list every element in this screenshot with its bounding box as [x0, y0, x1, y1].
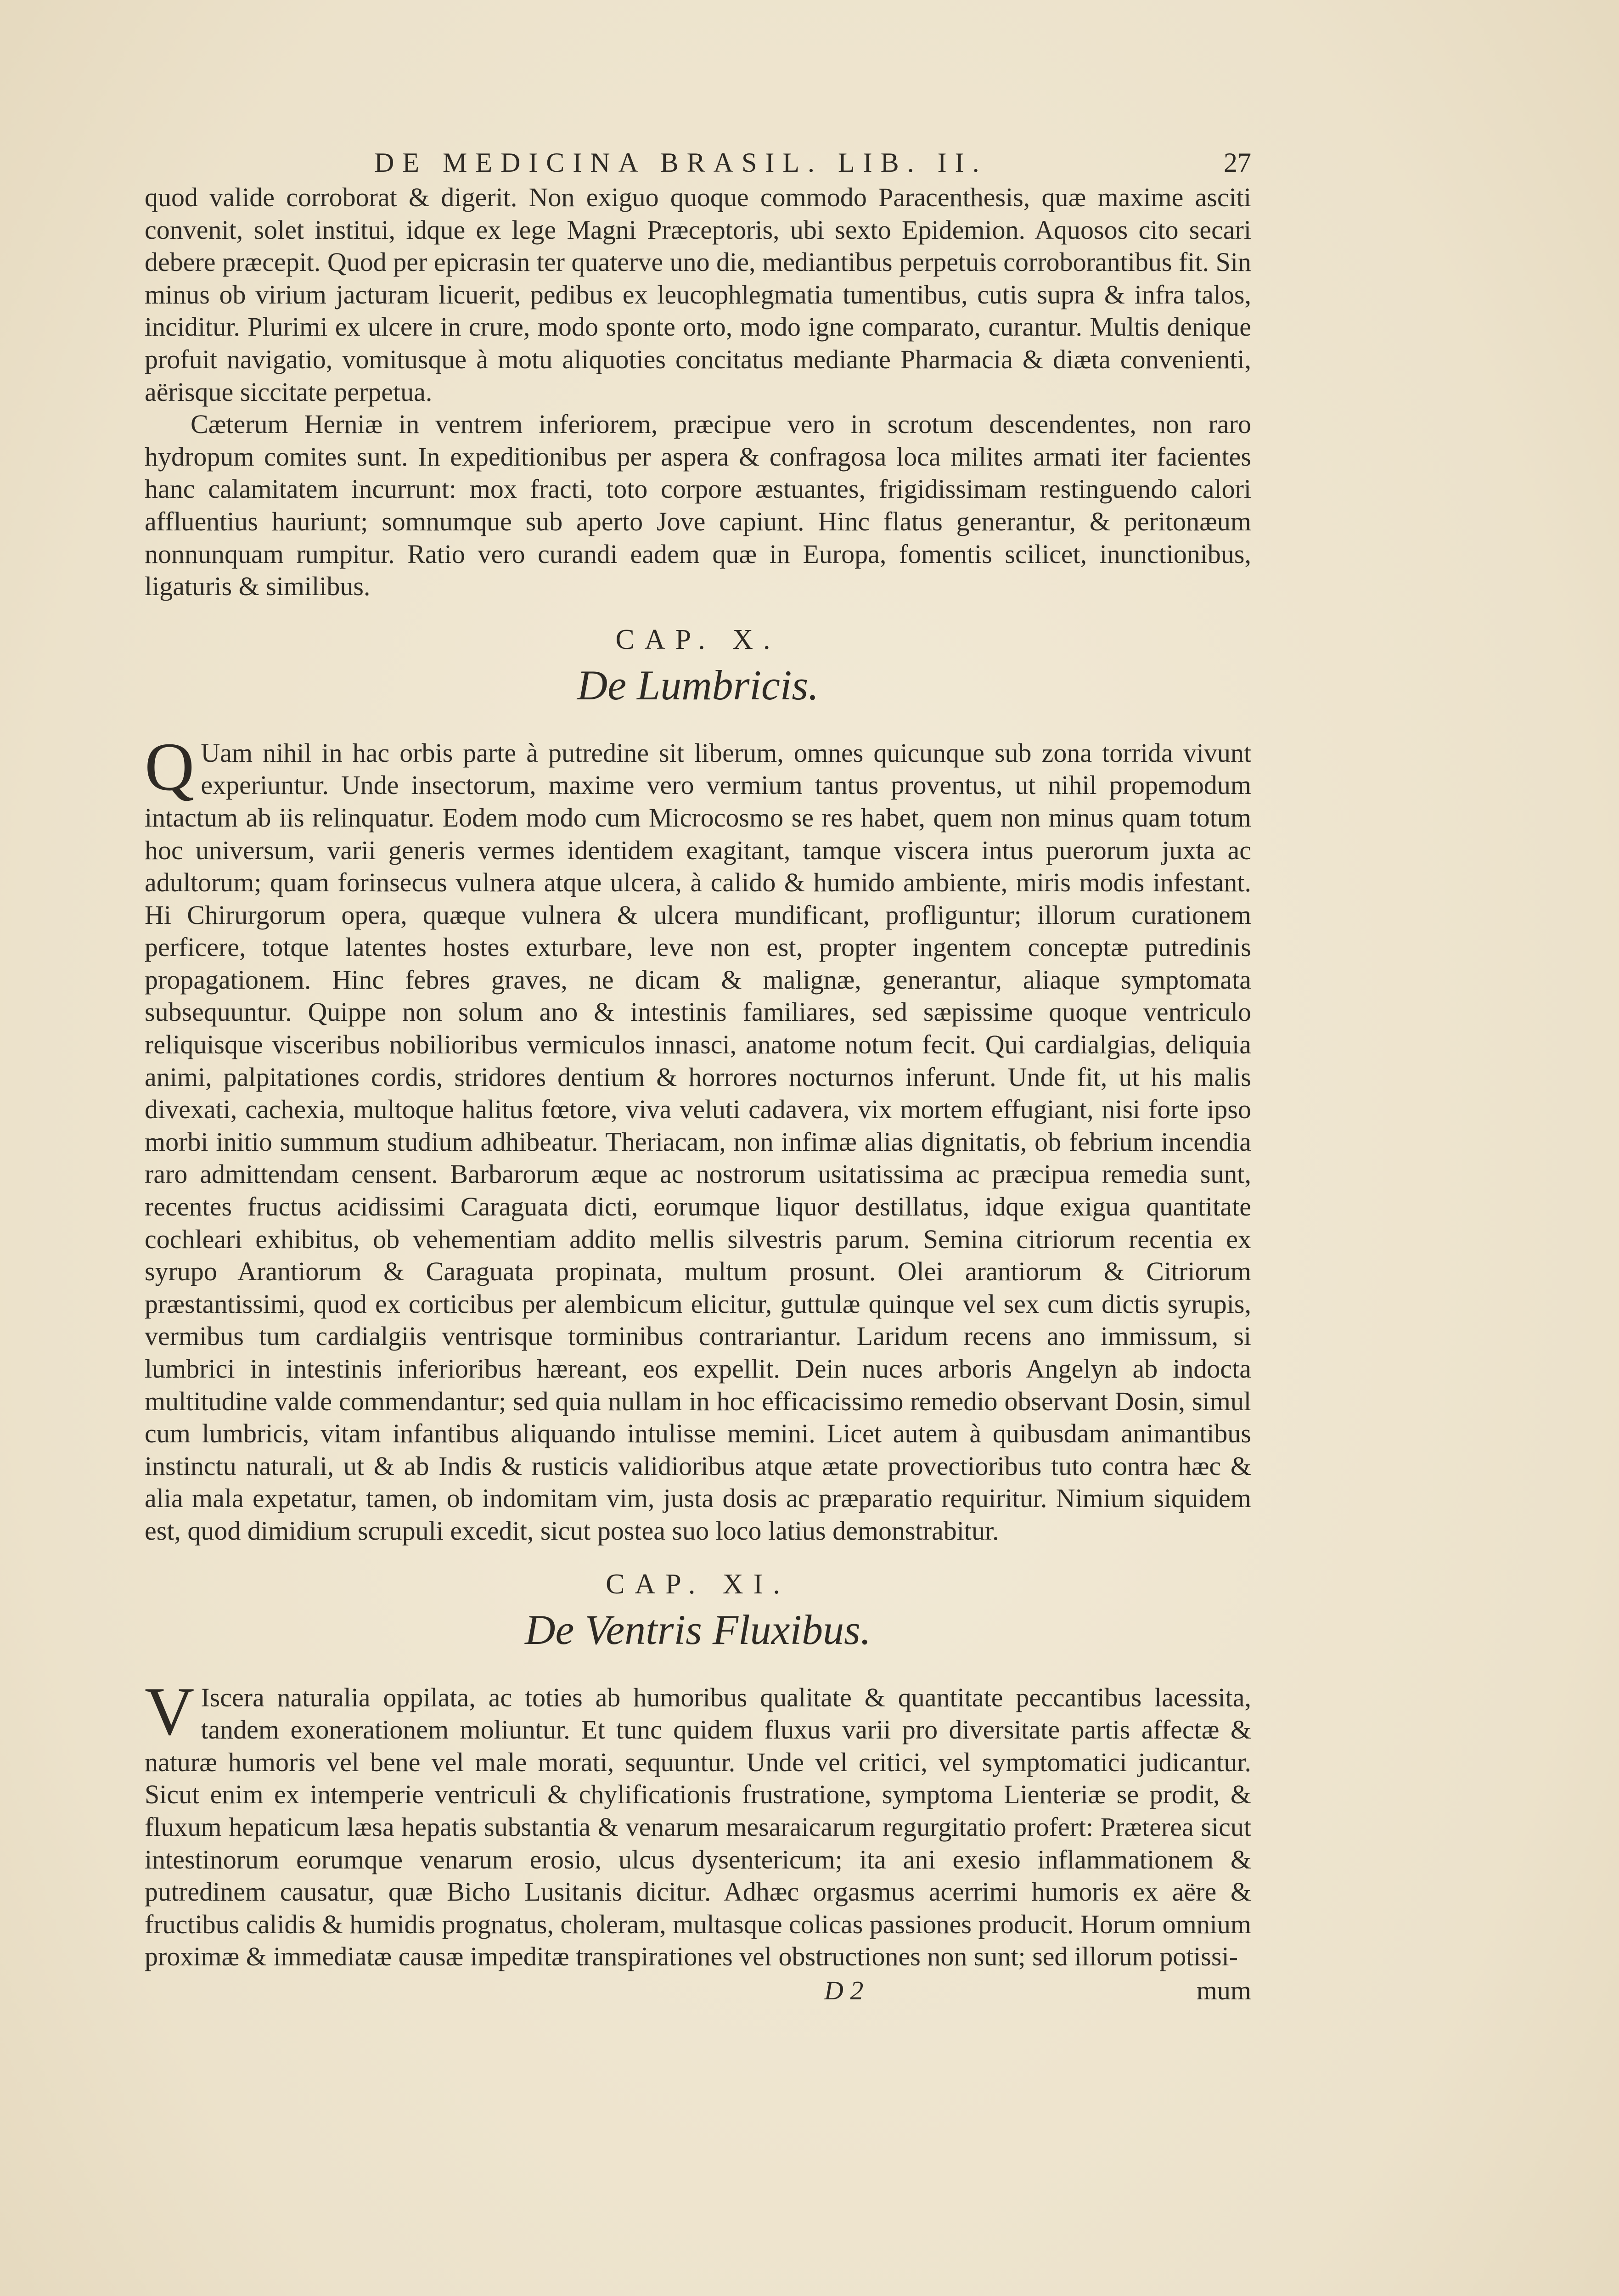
chapter-x-title: De Lumbricis. [577, 661, 819, 709]
text-column [145, 138, 1251, 2007]
chapter-xi-text: Iscera naturalia oppilata, ac toties ab humoribus qualitate & quantitate peccantibus lacessita, tandem exonerationem moliuntur. Et tunc quidem fluxus varii pro diversitate partis affectæ & naturæ humoris vel bene vel male morati, sequuntur. Unde vel critici, vel symptomatici judicantur. Sicut enim ex intemperie ventriculi & chylificationis frustratione, symptoma Lienteriæ se prodit, & fluxum hepaticum læsa hepatis substantia & venarum mesaraicarum regurgitatio profert: Præterea sicut intestinorum eorumque venarum erosio, ulcus dysentericum; ita ani exesio inflammationem & putredinem causatur, quæ Bicho Lusitanis dicitur. Adhæc orgasmus acerrimi humoris ex aëre & fructibus calidis & humidis prognatus, choleram, multasque colicas passiones producit. Horum omnium proximæ & immediatæ causæ impeditæ transpirationes vel obstructiones non sunt; sed illorum potissi- [145, 1682, 1251, 1972]
running-title: DE MEDICINA BRASIL. LIB. II. [374, 147, 988, 178]
chapter-x-body [145, 728, 1251, 1548]
intro-paragraph-1: quod valide corroborat & digerit. Non exiguo quoque commodo Paracenthesis, quæ maxime asciti convenit, solet institui, idque ex lege Magni Præceptoris, ubi sexto Epidemion. Aquosos cito secari debere præcepit. Quod per epicrasin ter quaterve uno die, mediantibus perpetuis corroborantibus fit. Sin minus ob virium jacturam licuerit, pedibus ex leucophlegmatia tumentibus, cutis supra & infra talos, inciditur. Plurimi ex ulcere in crure, modo sponte orto, modo igne comparato, curantur. Multis denique profuit navigatio, vomitusque à motu aliquoties concitatus mediante Pharmacia & diæta convenienti, aërisque siccitate perpetua. [145, 182, 1251, 407]
chapter-xi-heading: CAP. XI. [606, 1568, 790, 1600]
drop-initial-q: Q [145, 728, 195, 805]
chapter-xi-title: De Ventris Fluxibus. [525, 1606, 871, 1653]
drop-initial-v: V [145, 1673, 195, 1750]
page-number: 27 [1224, 147, 1251, 178]
page-footer [145, 1975, 1251, 2007]
chapter-x-heading: CAP. X. [615, 624, 781, 655]
chapter-xi-body [145, 1673, 1251, 1973]
catchword: mum [1196, 1975, 1251, 2005]
chapter-x-text: Uam nihil in hac orbis parte à putredine sit liberum, omnes quicunque sub zona torrida vivunt experiuntur. Unde insectorum, maxime vero vermium tantus proventus, ut nihil propemodum intactum ab iis relinquatur. Eodem modo cum Microcosmo se res habet, quem non minus quam totum hoc universum, varii generis vermes identidem exagitant, tamque viscera intus puerorum juxta ac adultorum; quam forinsecus vulnera atque ulcera, à calido & humido ambiente, miris modis infestant. Hi Chirurgorum opera, quæque vulnera & ulcera mundificant, profliguntur; illorum curationem perficere, totque latentes hostes exturbare, leve non est, propter ingentem conceptæ putredinis propagationem. Hinc febres graves, ne dicam & malignæ, generantur, aliaque symptomata subsequuntur. Quippe non solum ano & intestinis familiares, sed sæpissime quoque ventriculo reliquisque visceribus nobilioribus vermiculos innasci, anatome notum fecit. Qui cardialgias, deliquia animi, palpitationes cordis, stridores dentium & horrores nocturnos inferunt. Unde fit, ut his malis divexati, cachexia, multoque halitus fœtore, viva veluti cadavera, vix mortem effugiant, nisi forte ipso morbi initio summum studium adhibeatur. Theriacam, non infimæ alias dignitatis, ob febrium incendia raro admittendam censent. Barbarorum æque ac nostrorum usitatissima ac præcipua remedia sunt, recentes fructus acidissimi Caraguata dicti, eorumque liquor destillatus, idque exigua quantitate cochleari exhibitus, ob vehementiam addito mellis silvestris parum. Semina citriorum recentia ex syrupo Arantiorum & Caraguata propinata, multum prosunt. Olei arantiorum & Citriorum præstantissimi, quod ex corticibus per alembicum elicitur, guttulæ quinque vel sex cum dictis syrupis, vermibus tum cardialgiis ventrisque torminibus contrariantur. Laridum recens ano immissum, si lumbrici in intestinis inferioribus hæreant, eos expellit. Dein nuces arboris Angelyn ab indocta multitudine valde commendantur; sed quia nullam in hoc efficacissimo remedio observant Dosin, simul cum lumbricis, vitam infantibus aliquando intulisse memini. Licet autem à quibusdam animantibus instinctu naturali, ut & ab Indis & rusticis validioribus atque ætate provectioribus tuto contra hæc & alia mala expetatur, tamen, ob indomitam vim, justa dosis ac præparatio requiritur. Nimium siquidem est, quod dimidium scrupuli excedit, sicut postea suo loco latius demonstrabitur. [145, 737, 1251, 1546]
running-head [145, 138, 1251, 181]
intro-paragraph-2: Cæterum Herniæ in ventrem inferiorem, præcipue vero in scrotum descendentes, non raro hydropum comites sunt. In expeditionibus per aspera & confragosa loca milites armati iter facientes hanc calamitatem incurrunt: mox fracti, toto corpore æstuantes, frigidissimam restinguendo calori affluentius hauriunt; somnumque sub aperto Jove capiunt. Hinc flatus generantur, & peritonæum nonnunquam rumpitur. Ratio vero curandi eadem quæ in Europa, fomentis scilicet, inunctionibus, ligaturis & similibus. [145, 409, 1251, 602]
signature-mark: D 2 [824, 1975, 864, 2005]
